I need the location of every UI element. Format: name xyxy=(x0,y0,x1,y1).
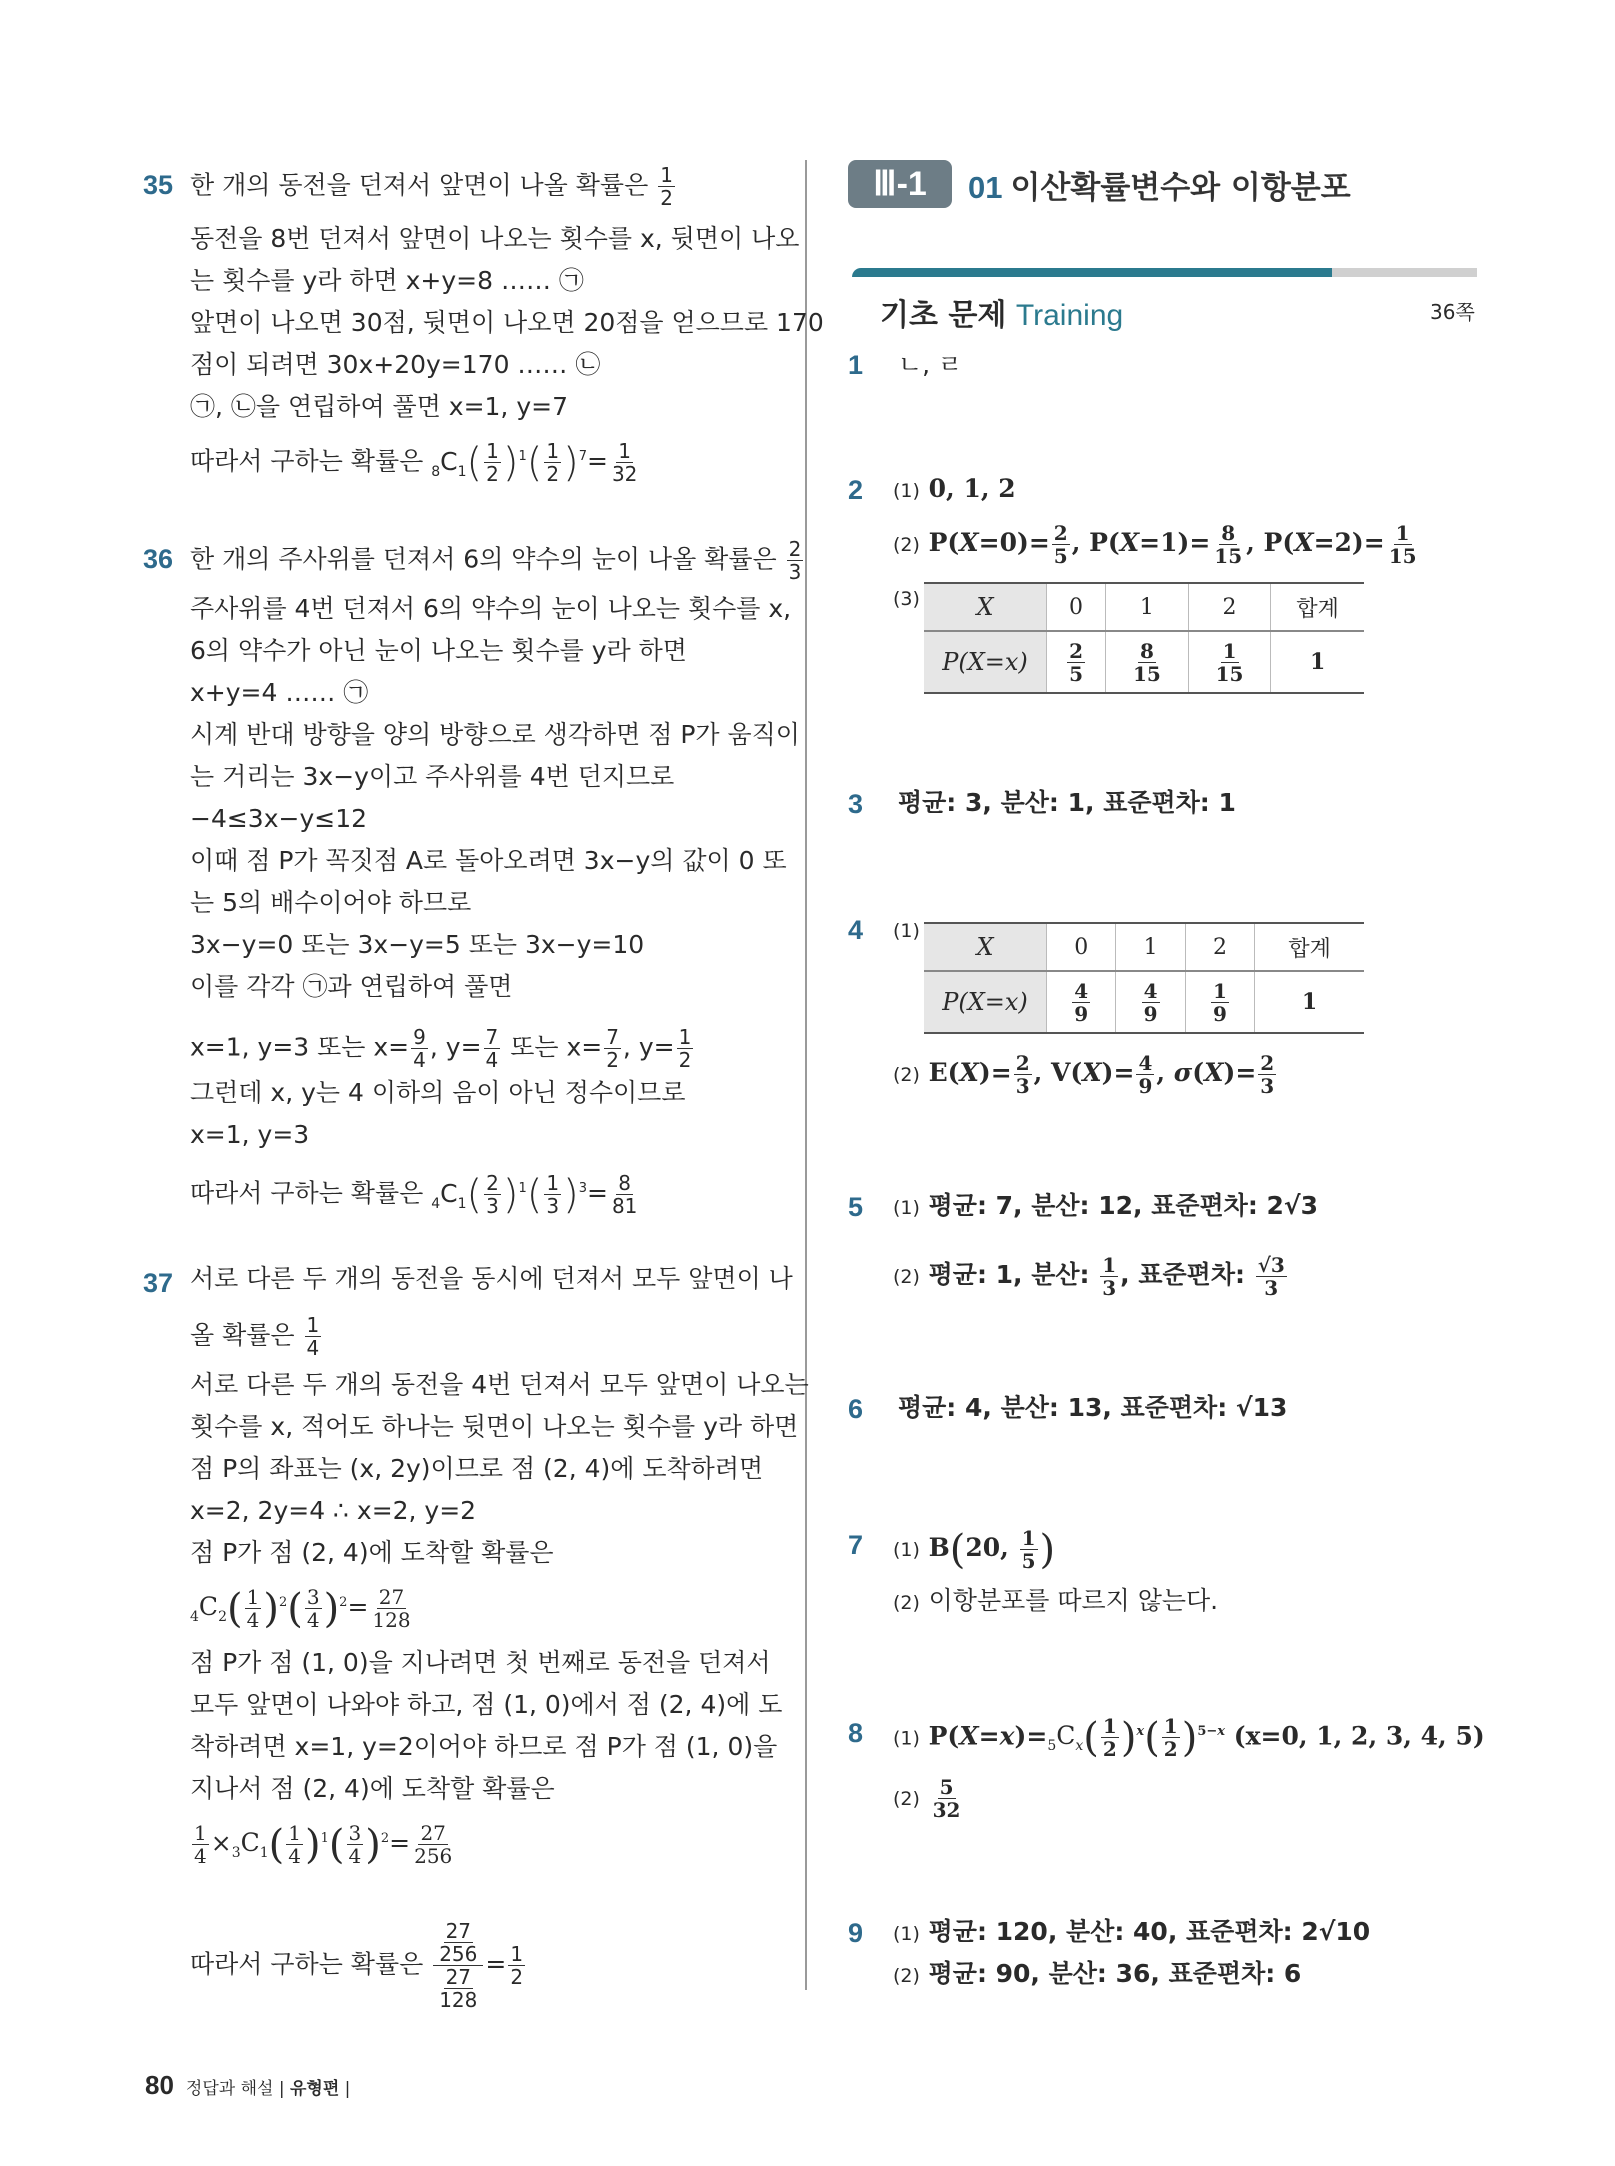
answer-4-part-1-label: (1) xyxy=(893,920,920,942)
p37-line-4: 횟수를 x, 적어도 하나는 뒷면이 나오는 횟수를 y라 하면 xyxy=(190,1412,799,1441)
table-header-cell: 0 xyxy=(1047,923,1116,971)
p36-line-3: 6의 약수가 아닌 눈이 나오는 횟수를 y라 하면 xyxy=(190,636,687,665)
table-cell: $\frac{1}{15}$ xyxy=(1188,631,1271,693)
table-cell: $\frac{1}{9}$ xyxy=(1185,971,1254,1033)
table-header-cell: 0 xyxy=(1047,583,1106,631)
p37-line-5: 점 P의 좌표는 (x, 2y)이므로 점 (2, 4)에 도착하려면 xyxy=(190,1454,764,1483)
answer-2-part-2: (2) P(X=0)= $\frac{2}{5}$ , P(X=1)= $\frac{8}{15}$ , P(X=2)= $\frac{1}{15}$ xyxy=(893,521,1417,568)
page-reference: 36쪽 xyxy=(1430,300,1475,324)
p36-line-13: 그런데 x, y는 4 이하의 음이 아닌 정수이므로 xyxy=(190,1078,686,1107)
answer-7-part-1: (1) B(20, $\frac{1}{5}$ ) xyxy=(893,1526,1056,1573)
table-header-x: X xyxy=(924,583,1047,631)
answer-4-part-2: (2) E(X)= $\frac{2}{3}$ , V(X)= $\frac{4}{9}$ , σ(X)= $\frac{2}{3}$ xyxy=(893,1051,1275,1098)
table-header-cell: 1 xyxy=(1106,583,1189,631)
training-bar-accent xyxy=(852,268,1332,277)
p37-line-14: 따라서 구하는 확률은 $\frac{\frac{27}{256}}{\frac{27}{128}}$ = $\frac{1}{2}$ xyxy=(190,1919,524,2012)
table-cell: $\frac{8}{15}$ xyxy=(1106,631,1189,693)
p36-line-14: x=1, y=3 xyxy=(190,1120,310,1149)
answer-number-8: 8 xyxy=(848,1718,864,1748)
answer-5-part-1: (1) 평균: 7, 분산: 12, 표준편차: 2√3 xyxy=(893,1191,1318,1220)
p36-line-11: 이를 각각 ㉠과 연립하여 풀면 xyxy=(190,972,513,1001)
training-title: 기초 문제 Training xyxy=(880,298,1124,333)
p36-line-5: 시계 반대 방향을 양의 방향으로 생각하면 점 P가 움직이 xyxy=(190,720,800,749)
table-row-label: P(X=x) xyxy=(924,971,1047,1033)
answer-number-7: 7 xyxy=(848,1530,864,1560)
table-header-total: 합계 xyxy=(1271,583,1364,631)
p36-line-10: 3x−y=0 또는 3x−y=5 또는 3x−y=10 xyxy=(190,930,645,959)
table-header-cell: 2 xyxy=(1188,583,1271,631)
p37-line-10: 모두 앞면이 나와야 하고, 점 (1, 0)에서 점 (2, 4)에 도 xyxy=(190,1690,783,1719)
table-header-cell: 2 xyxy=(1185,923,1254,971)
p36-line-6: 는 거리는 3x−y이고 주사위를 4번 던지므로 xyxy=(190,762,675,791)
page-number: 80 xyxy=(145,2070,174,2100)
problem-number-36: 36 xyxy=(143,544,174,574)
table-header-x: X xyxy=(924,923,1047,971)
table-cell-total: 1 xyxy=(1271,631,1364,693)
p35-line-7: 따라서 구하는 확률은 $_8C_1$( $\frac{1}{2}$ )$^1$( $\frac{1}{2}$ )$^7$= $\frac{1}{32}$ xyxy=(190,439,638,486)
p36-line-9: 는 5의 배수이어야 하므로 xyxy=(190,888,472,917)
table-cell: $\frac{4}{9}$ xyxy=(1047,971,1116,1033)
answer-number-9: 9 xyxy=(848,1918,864,1948)
p37-line-6: x=2, 2y=4 ∴ x=2, y=2 xyxy=(190,1496,477,1525)
p37-line-9: 점 P가 점 (1, 0)을 지나려면 첫 번째로 동전을 던져서 xyxy=(190,1648,771,1677)
p36-line-4: x+y=4 …… ㉠ xyxy=(190,678,369,707)
problem-number-35: 35 xyxy=(143,170,174,200)
answer-9-part-2: (2) 평균: 90, 분산: 36, 표준편차: 6 xyxy=(893,1959,1302,1988)
p37-line-2: 올 확률은 $\frac{1}{4}$ xyxy=(190,1313,320,1360)
table-header-total: 합계 xyxy=(1255,923,1364,971)
column-divider xyxy=(805,160,807,1990)
answer-9-part-1: (1) 평균: 120, 분산: 40, 표준편차: 2√10 xyxy=(893,1917,1371,1946)
answer-2-probability-table xyxy=(924,582,1364,694)
p37-line-13: $\frac{1}{4}$ $\times_3C_1$( $\frac{1}{4}$ )$^1$( $\frac{3}{4}$ )$^2$= $\frac{27}{256}$ xyxy=(194,1821,453,1869)
answer-2-part-1: (1) 0, 1, 2 xyxy=(893,474,1016,503)
p37-line-11: 착하려면 x=1, y=2이어야 하므로 점 P가 점 (1, 0)을 xyxy=(190,1732,778,1761)
table-cell-total: 1 xyxy=(1255,971,1364,1033)
p35-line-3: 는 횟수를 y라 하면 x+y=8 …… ㉠ xyxy=(190,266,584,295)
p36-line-12: x=1, y=3 또는 x= $\frac{9}{4}$ , y= $\frac{7}{4}$ 또는 x= $\frac{7}{2}$ , y= $\frac{1}{2}$ xyxy=(190,1025,692,1072)
p36-line-8: 이때 점 P가 꼭짓점 A로 돌아오려면 3x−y의 값이 0 또 xyxy=(190,846,787,875)
p37-line-3: 서로 다른 두 개의 동전을 4번 던져서 모두 앞면이 나오는 xyxy=(190,1370,809,1399)
answer-7-part-2: (2) 이항분포를 따르지 않는다. xyxy=(893,1586,1219,1615)
answer-8-part-1: (1) $P(X=x)=_5C_x$( $\frac{1}{2}$ )$^x$( $\frac{1}{2}$ )$^{5-x}$ (x=0, 1, 2, 3, 4, 5) xyxy=(893,1714,1485,1762)
table-row-label: P(X=x) xyxy=(924,631,1047,693)
problem-number-37: 37 xyxy=(143,1268,174,1298)
table-cell: $\frac{2}{5}$ xyxy=(1047,631,1106,693)
p35-line-5: 점이 되려면 30x+20y=170 …… ㉡ xyxy=(190,350,601,379)
p36-line-2: 주사위를 4번 던져서 6의 약수의 눈이 나오는 횟수를 x, xyxy=(190,594,792,623)
p36-line-7: −4≤3x−y≤12 xyxy=(190,804,368,833)
p35-line-6: ㉠, ㉡을 연립하여 풀면 x=1, y=7 xyxy=(190,392,568,421)
section-title: 01 이산확률변수와 이항분포 xyxy=(968,170,1351,206)
answer-5-part-2: (2) 평균: 1, 분산: $\frac{1}{3}$ , 표준편차: $\frac{√3}{3}$ xyxy=(893,1253,1285,1300)
answer-number-5: 5 xyxy=(848,1192,864,1222)
answer-number-1: 1 xyxy=(848,350,864,380)
answer-4-probability-table xyxy=(924,922,1364,1034)
p36-line-15: 따라서 구하는 확률은 $_4C_1$( $\frac{2}{3}$ )$^1$( $\frac{1}{3}$ )$^3$= $\frac{8}{81}$ xyxy=(190,1171,638,1218)
table-header-cell: 1 xyxy=(1116,923,1185,971)
p37-line-1: 서로 다른 두 개의 동전을 동시에 던져서 모두 앞면이 나 xyxy=(190,1264,793,1293)
p37-line-12: 지나서 점 (2, 4)에 도착할 확률은 xyxy=(190,1774,555,1803)
answer-1-text: ㄴ, ㄹ xyxy=(898,350,963,379)
section-badge: Ⅲ-1 xyxy=(848,160,952,208)
page-footer: 80 정답과 해설 | 유형편 | xyxy=(145,2070,351,2100)
p35-line-2: 동전을 8번 던져서 앞면이 나오는 횟수를 x, 뒷면이 나오 xyxy=(190,224,800,253)
answer-number-2: 2 xyxy=(848,475,864,505)
p37-line-8: $_4C_2$( $\frac{1}{4}$ )$^2$( $\frac{3}{4}$ )$^2$= $\frac{27}{128}$ xyxy=(190,1585,411,1633)
p37-line-7: 점 P가 점 (2, 4)에 도착할 확률은 xyxy=(190,1538,554,1567)
answer-2-part-3-label: (3) xyxy=(893,588,920,610)
answer-6-text: 평균: 4, 분산: 13, 표준편차: √13 xyxy=(898,1393,1288,1422)
p35-line-1: 한 개의 동전을 던져서 앞면이 나올 확률은 $\frac{1}{2}$ xyxy=(190,163,673,210)
answer-number-4: 4 xyxy=(848,915,864,945)
answer-number-6: 6 xyxy=(848,1394,864,1424)
answer-number-3: 3 xyxy=(848,789,864,819)
answer-3-text: 평균: 3, 분산: 1, 표준편차: 1 xyxy=(898,788,1236,817)
answer-8-part-2: (2) $\frac{5}{32}$ xyxy=(893,1775,961,1822)
p36-line-1: 한 개의 주사위를 던져서 6의 약수의 눈이 나올 확률은 $\frac{2}{3}$ xyxy=(190,537,802,584)
p35-line-4: 앞면이 나오면 30점, 뒷면이 나오면 20점을 얻으므로 170 xyxy=(190,308,824,337)
table-cell: $\frac{4}{9}$ xyxy=(1116,971,1185,1033)
training-bar-gray xyxy=(1332,268,1477,277)
